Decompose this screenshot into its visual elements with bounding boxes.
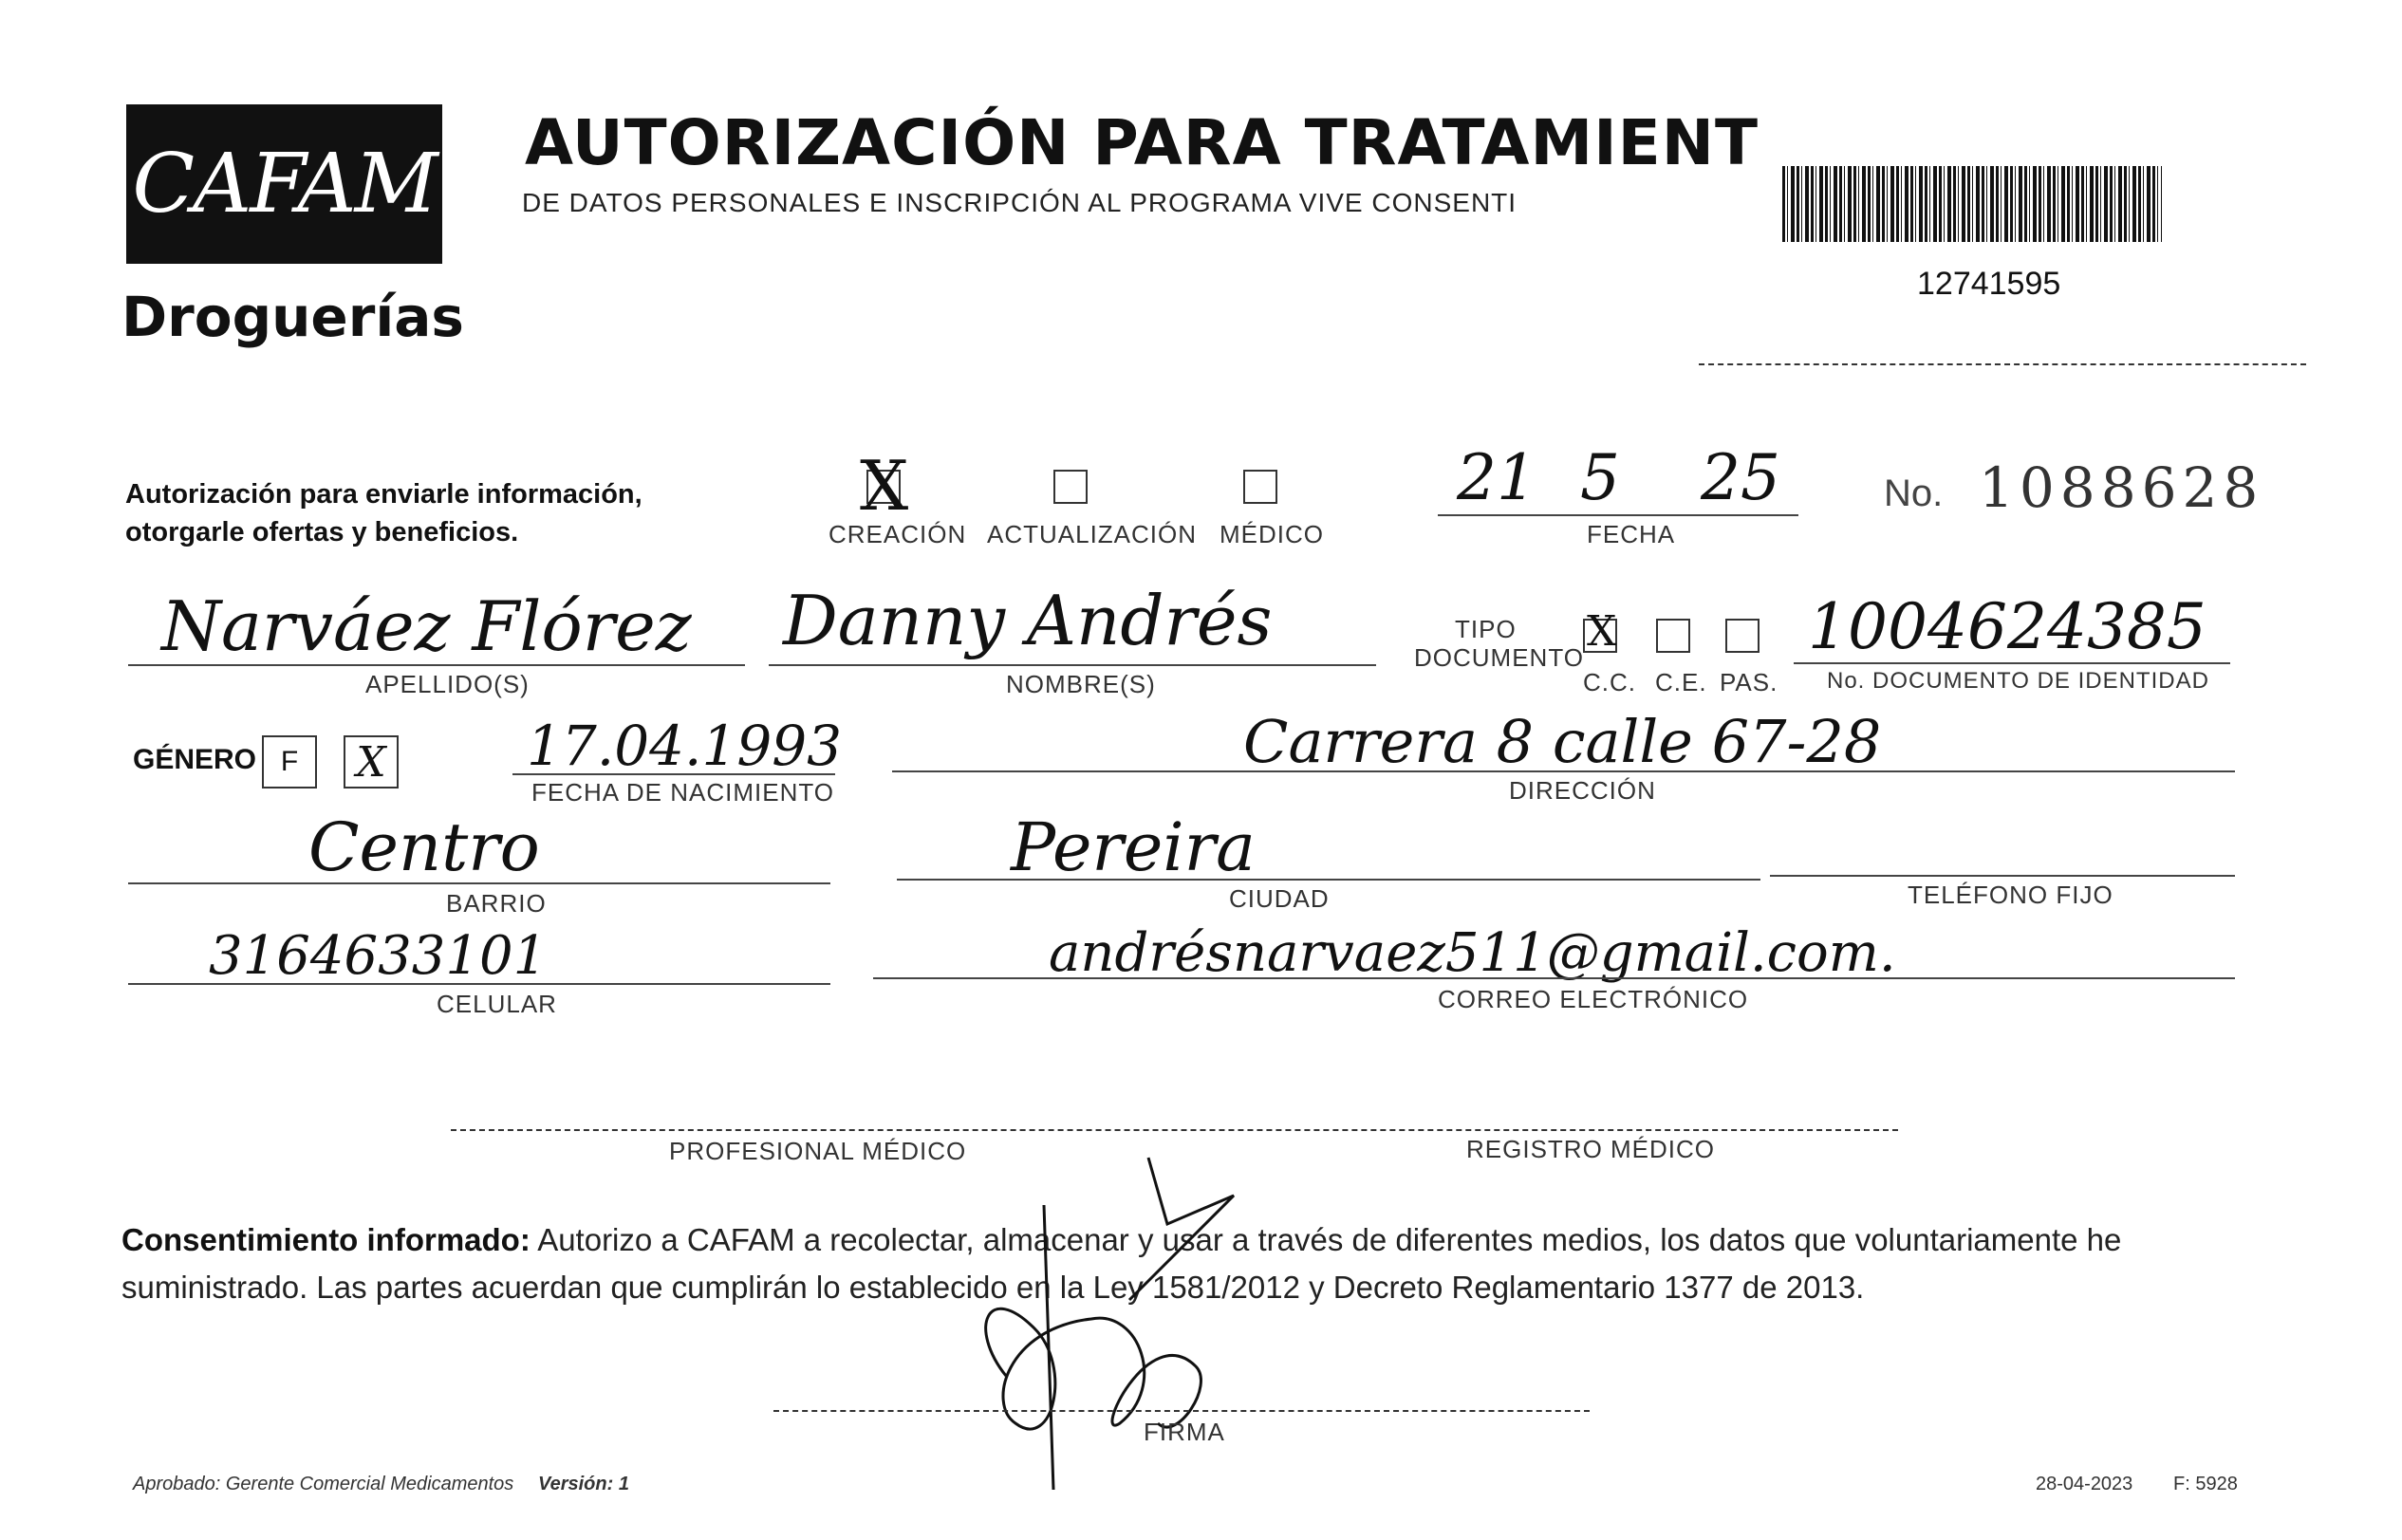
surname-value: Narváez Flórez bbox=[161, 586, 692, 666]
address-line bbox=[892, 770, 2235, 772]
medical-label: MÉDICO bbox=[1220, 520, 1324, 548]
barrio-value: Centro bbox=[308, 808, 540, 886]
gender-m-checkbox[interactable] bbox=[344, 735, 399, 789]
address-value: Carrera 8 calle 67-28 bbox=[1243, 707, 1882, 776]
medical-line bbox=[451, 1129, 1898, 1131]
doc-type-ce-label: C.E. bbox=[1655, 668, 1707, 696]
phone-line bbox=[1770, 875, 2235, 877]
surname-label: APELLIDO(S) bbox=[365, 670, 530, 698]
consent-heading: Consentimiento informado: bbox=[121, 1222, 531, 1257]
name-value: Danny Andrés bbox=[783, 581, 1273, 660]
authorization-text-line2: otorgarle ofertas y beneficios. bbox=[125, 517, 519, 547]
barcode bbox=[1782, 166, 2162, 242]
city-label: CIUDAD bbox=[1229, 884, 1330, 913]
creation-label: CREACIÓN bbox=[829, 520, 967, 548]
signature-label: FIRMA bbox=[1144, 1418, 1225, 1446]
logo-subtitle: Droguerías bbox=[121, 285, 464, 349]
date-day: 21 bbox=[1457, 441, 1536, 514]
doc-type-pas-checkbox[interactable] bbox=[1725, 619, 1760, 653]
mobile-value: 3164633101 bbox=[209, 925, 548, 987]
footer-form-code: F: 5928 bbox=[2173, 1474, 2238, 1494]
document-title: AUTORIZACIÓN PARA TRATAMIENT bbox=[525, 106, 1760, 179]
barcode-number: 12741595 bbox=[1917, 266, 2061, 302]
doc-type-ce-checkbox[interactable] bbox=[1656, 619, 1690, 653]
number-label: No. bbox=[1884, 473, 1944, 514]
phone-label: TELÉFONO FIJO bbox=[1908, 881, 2113, 909]
footer-version: Versión: 1 bbox=[538, 1474, 629, 1494]
medical-registry-label: REGISTRO MÉDICO bbox=[1466, 1135, 1716, 1163]
mobile-label: CELULAR bbox=[437, 990, 557, 1018]
birth-date-label: FECHA DE NACIMIENTO bbox=[531, 778, 835, 807]
date-year: 25 bbox=[1701, 441, 1780, 514]
gender-f-label: F bbox=[280, 746, 299, 777]
cafam-logo bbox=[126, 104, 442, 264]
name-label: NOMBRE(S) bbox=[1006, 670, 1156, 698]
mobile-line bbox=[128, 983, 830, 985]
barrio-line bbox=[128, 882, 830, 884]
header-divider bbox=[1699, 363, 2306, 365]
city-value: Pereira bbox=[1011, 808, 1256, 886]
gender-f-checkbox[interactable] bbox=[262, 735, 317, 789]
document-subtitle: DE DATOS PERSONALES E INSCRIPCIÓN AL PROGRAMA VIVE CONSENTI bbox=[522, 188, 1518, 217]
signature-scribble bbox=[949, 1139, 1291, 1518]
doc-type-label-1: TIPO bbox=[1455, 615, 1517, 643]
birth-date-value: 17.04.1993 bbox=[527, 714, 843, 778]
date-line bbox=[1438, 514, 1798, 516]
email-line bbox=[873, 977, 2235, 979]
doc-number-value: 1004624385 bbox=[1808, 590, 2206, 663]
email-label: CORREO ELECTRÓNICO bbox=[1438, 985, 1749, 1013]
address-label: DIRECCIÓN bbox=[1509, 776, 1656, 805]
consent-body: Autorizo a CAFAM a recolectar, almacenar y usar a través de diferentes medios, los datos que voluntariamente he suministrado. Las partes acuerdan que cumplirán lo establecido en la Ley 1581/2012 y Decreto Reglamentario 1377 de 2013. bbox=[121, 1222, 2122, 1305]
gender-label: GÉNERO bbox=[133, 744, 257, 775]
doc-type-cc-label: C.C. bbox=[1583, 668, 1636, 696]
doc-number-line bbox=[1794, 662, 2230, 664]
form-number: 1088628 bbox=[1979, 455, 2264, 520]
logo-text: CAFAM bbox=[132, 137, 437, 232]
city-line bbox=[897, 879, 1760, 881]
date-month: 5 bbox=[1580, 441, 1620, 514]
medical-checkbox[interactable] bbox=[1243, 470, 1277, 504]
signature-line bbox=[773, 1410, 1590, 1412]
authorization-text-line1: Autorización para enviarle información, bbox=[125, 479, 642, 510]
footer-date-code: 28-04-2023 bbox=[2036, 1474, 2133, 1494]
medical-professional-label: PROFESIONAL MÉDICO bbox=[669, 1137, 967, 1165]
doc-type-label-2: DOCUMENTO bbox=[1414, 643, 1584, 672]
birth-date-line bbox=[512, 773, 835, 775]
gender-m-mark: X bbox=[356, 737, 386, 787]
update-checkbox[interactable] bbox=[1053, 470, 1088, 504]
email-value: andrésnarvaez511@gmail.com. bbox=[1049, 922, 1896, 984]
barrio-label: BARRIO bbox=[446, 889, 547, 918]
doc-type-pas-label: PAS. bbox=[1720, 668, 1778, 696]
doc-number-label: No. DOCUMENTO DE IDENTIDAD bbox=[1827, 668, 2209, 694]
doc-type-cc-mark: X bbox=[1587, 607, 1617, 656]
creation-check-mark: X bbox=[860, 446, 909, 526]
surname-line bbox=[128, 664, 745, 666]
footer-approved: Aprobado: Gerente Comercial Medicamentos bbox=[133, 1474, 514, 1494]
update-label: ACTUALIZACIÓN bbox=[987, 520, 1198, 548]
date-label: FECHA bbox=[1587, 520, 1676, 548]
name-line bbox=[769, 664, 1376, 666]
